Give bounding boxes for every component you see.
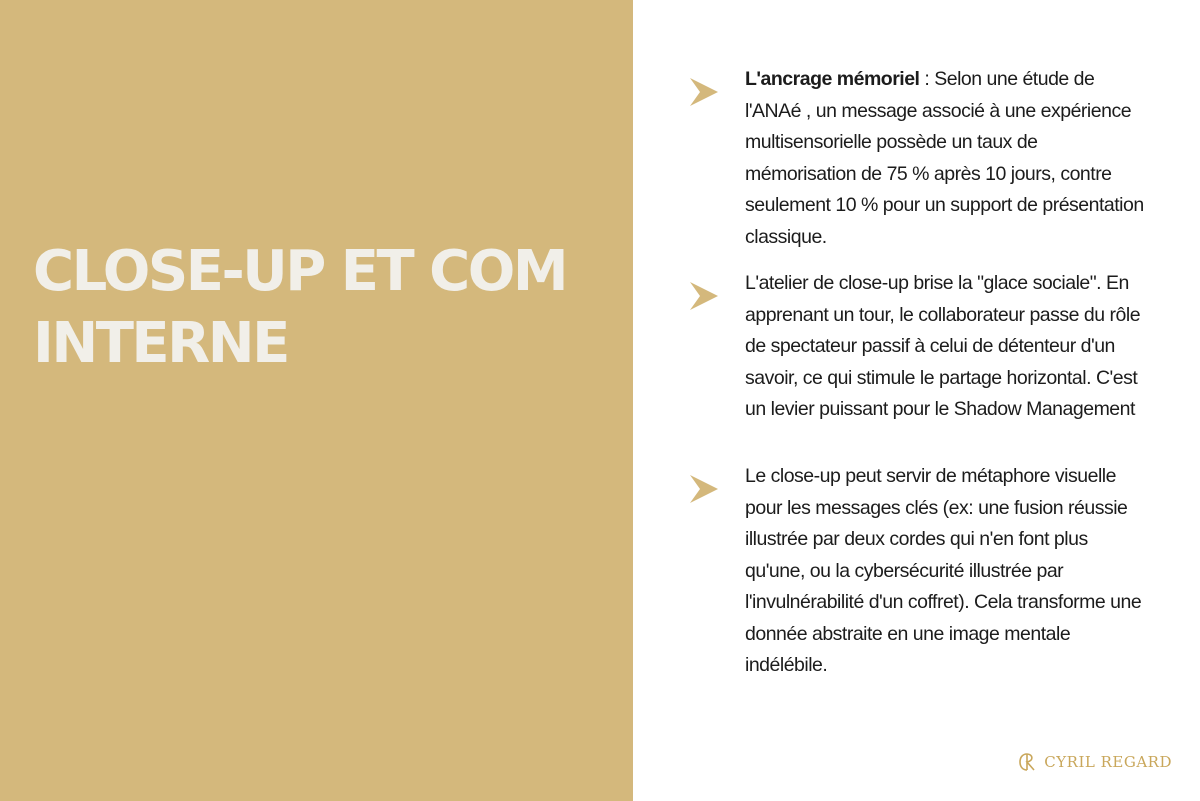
chevron-right-icon: [688, 76, 720, 108]
bullet-item: [688, 461, 1148, 682]
bullet-body: : Selon une étude de l'ANAé , un message associé à une expérience multisensorielle possède un taux de mémorisation de 75 % après 10 jours, contre seulement 10 % pour un support de présentation classique.: [745, 68, 1144, 248]
right-panel: [633, 0, 1200, 801]
cr-monogram-icon: [1018, 751, 1040, 773]
bullet-text: L'atelier de close-up brise la "glace sociale". En apprenant un tour, le collaborateur passe du rôle de spectateur passif à celui de détenteur d'un savoir, ce qui stimule le partage horizontal. C'est un levier puissant pour le Shadow Management: [745, 272, 1141, 420]
bullet-item: [688, 268, 1148, 426]
slide-title: CLOSE-UP ET COM INTERNE: [33, 239, 567, 376]
bullet-text: [745, 64, 1148, 253]
bullet-lead: L'ancrage mémoriel: [745, 68, 920, 90]
brand-logo: [1018, 751, 1172, 773]
chevron-right-icon: [688, 473, 720, 505]
brand-name: CYRIL REGARD: [1044, 753, 1172, 771]
chevron-right-icon: [688, 280, 720, 312]
bullet-text: Le close-up peut servir de métaphore visuelle pour les messages clés (ex: une fusion réussie illustrée par deux cordes qui n'en font plus qu'une, ou la cybersécurité illustrée par l'invulnérabilité d'un coffret). Cela transforme une donnée abstraite en une image mentale indélébile.: [745, 465, 1142, 676]
bullet-item: [688, 64, 1148, 253]
